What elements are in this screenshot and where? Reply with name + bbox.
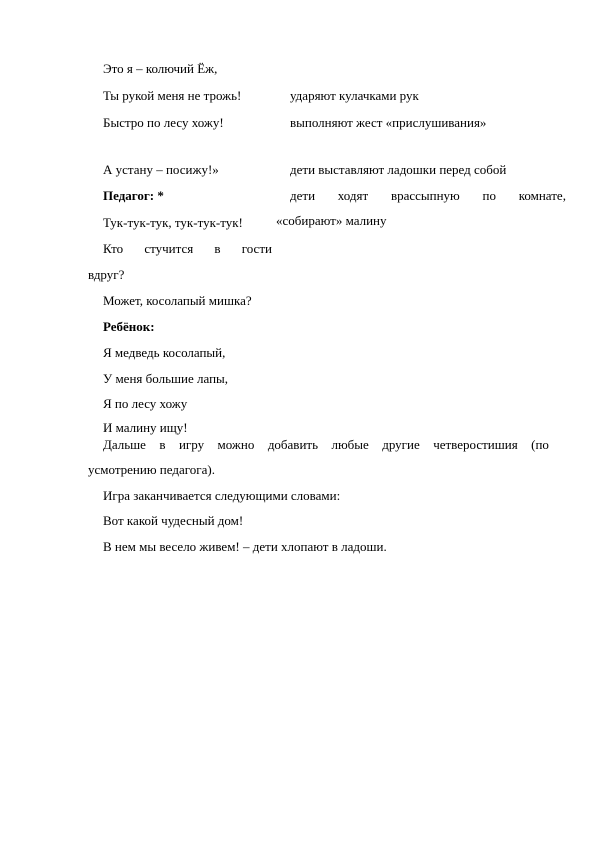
action-4: [290, 188, 566, 203]
word: комнате,: [518, 188, 566, 203]
paragraph-4: В нем мы весело живем! – дети хлопают в ладоши.: [103, 539, 387, 554]
paragraph-3: Вот какой чудесный дом!: [103, 513, 244, 528]
poem-line-9: Может, косолапый мишка?: [103, 293, 252, 308]
word: ходят: [337, 188, 369, 203]
word: в: [159, 437, 166, 452]
poem-line-8: вдруг?: [88, 267, 125, 282]
word: по: [482, 188, 496, 203]
word: в: [214, 241, 221, 256]
word: стучится: [144, 241, 194, 256]
action-3: дети выставляют ладошки перед собой: [290, 162, 507, 177]
paragraph-2: Игра заканчивается следующими словами:: [103, 488, 341, 503]
paragraph-1: [103, 437, 549, 452]
speaker-child: Ребёнок:: [103, 319, 155, 334]
word: (по: [531, 437, 549, 452]
poem-line-12: У меня большие лапы,: [103, 371, 229, 386]
poem-line-2: Ты рукой меня не трожь!: [103, 88, 242, 103]
action-5: «собирают» малину: [276, 213, 387, 228]
word: Кто: [103, 241, 124, 256]
action-1: ударяют кулачками рук: [290, 88, 419, 103]
paragraph-1-continuation: усмотрению педагога).: [88, 462, 215, 477]
word: игру: [178, 437, 205, 452]
word: добавить: [267, 437, 319, 452]
poem-line-11: Я медведь косолапый,: [103, 345, 226, 360]
word: дети: [290, 188, 316, 203]
poem-line-3: Быстро по лесу хожу!: [103, 115, 224, 130]
word: врассыпную: [390, 188, 460, 203]
poem-line-7: [103, 241, 272, 256]
word: четверостишия: [433, 437, 518, 452]
speaker-teacher: Педагог: *: [103, 188, 164, 203]
poem-line-14: И малину ищу!: [103, 420, 188, 435]
word: любые: [331, 437, 369, 452]
word: другие: [382, 437, 420, 452]
action-2: выполняют жест «прислушивания»: [290, 115, 487, 130]
poem-line-13: Я по лесу хожу: [103, 396, 188, 411]
poem-line-4: А устану – посижу!»: [103, 162, 219, 177]
word: можно: [217, 437, 255, 452]
poem-line-6: Тук-тук-тук, тук-тук-тук!: [103, 215, 243, 230]
word: гости: [241, 241, 272, 256]
poem-line-1: Это я – колючий Ёж,: [103, 61, 218, 76]
word: Дальше: [103, 437, 146, 452]
